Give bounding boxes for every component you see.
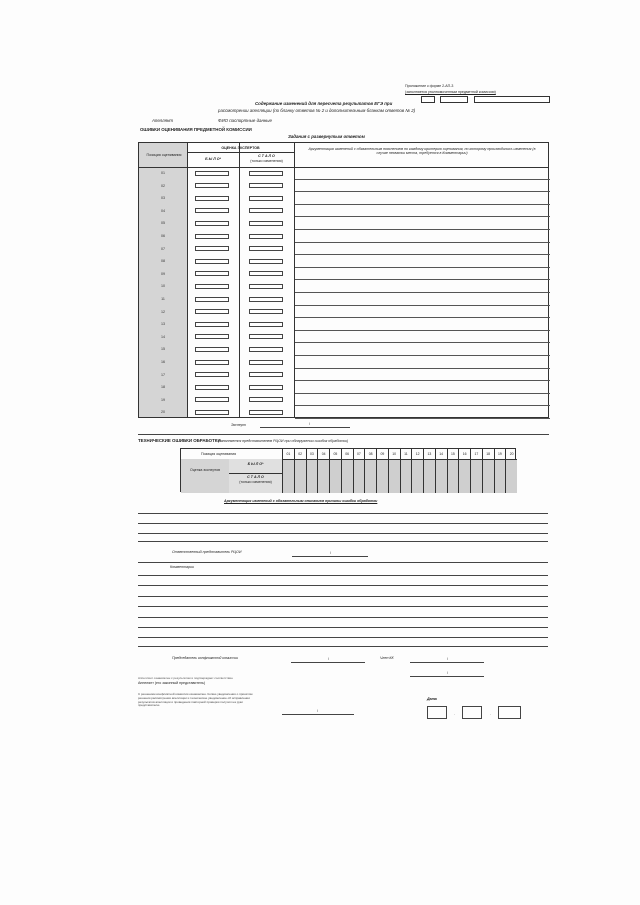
tech-position-number: 06 [341, 449, 353, 459]
tech-score-cell[interactable] [294, 459, 306, 493]
became-score-cell[interactable] [249, 208, 283, 213]
became-sub: (только изменения) [250, 159, 283, 163]
row-number: 08 [161, 259, 165, 264]
section2-title: ТЕХНИЧЕСКИЕ ОШИБКИ ОБРАБОТКИ [138, 438, 221, 443]
comment-line[interactable] [295, 204, 550, 205]
tech-score-cell[interactable] [470, 459, 482, 493]
was-score-cell[interactable] [195, 410, 229, 415]
section2-sub: (заполняется представителем РЦОИ при обнаружении ошибок обработки) [218, 439, 349, 443]
expert-sig-slash: / [309, 422, 310, 426]
tech-became: С Т А Л О [247, 475, 264, 479]
was-score-cell[interactable] [195, 372, 229, 377]
comment-line[interactable] [138, 585, 548, 586]
tech-position-number: 17 [470, 449, 482, 459]
comment-line[interactable] [295, 342, 550, 343]
tech-score-cell[interactable] [494, 459, 506, 493]
section1-title: ОШИБКИ ОЦЕНИВАНИЯ ПРЕДМЕТНОЙ КОМИССИИ [140, 127, 252, 132]
was-score-cell[interactable] [195, 208, 229, 213]
was-score-cell[interactable] [195, 259, 229, 264]
comment-line[interactable] [295, 405, 550, 406]
comment-line[interactable] [295, 191, 550, 192]
became-score-cell[interactable] [249, 271, 283, 276]
comment-line[interactable] [138, 627, 548, 628]
expert-signature-line[interactable] [260, 427, 350, 428]
applicant-ack: Аппеллянт ознакомлен с результатом и подтверждает соответствие [138, 676, 233, 680]
reason-line[interactable] [138, 541, 548, 542]
row-number: 11 [161, 297, 165, 301]
row-number: 05 [161, 221, 165, 226]
member-signature-line[interactable] [410, 662, 484, 663]
chair-label: Председатель конфликтной комиссии [172, 656, 239, 660]
row-number: 07 [161, 246, 165, 251]
became-score-cell[interactable] [249, 347, 283, 352]
became-score-cell[interactable] [249, 397, 283, 402]
tech-position-number: 15 [447, 449, 459, 459]
became-score-cell[interactable] [249, 385, 283, 390]
row-number: 13 [161, 322, 165, 327]
evaluation-table [138, 142, 549, 418]
comment-line[interactable] [138, 617, 548, 618]
comment-line[interactable] [295, 418, 550, 419]
tech-position-number: 18 [482, 449, 494, 459]
tech-was: Б Ы Л О* [247, 462, 264, 466]
comment-line[interactable] [295, 355, 550, 356]
divider [138, 562, 548, 563]
tech-position-number: 10 [388, 449, 400, 459]
tech-position-number: 05 [329, 449, 341, 459]
tech-score-cell[interactable] [458, 459, 470, 493]
became-score-cell[interactable] [249, 410, 283, 415]
comment-line[interactable] [138, 575, 548, 576]
tech-score-cell[interactable] [400, 459, 412, 493]
comment-line[interactable] [295, 216, 550, 217]
became-header: С Т А Л О [258, 154, 275, 158]
date-day-box[interactable] [427, 706, 447, 719]
was-header: Б Ы Л О* [205, 157, 221, 161]
was-score-cell[interactable] [195, 397, 229, 402]
comment-line[interactable] [138, 606, 548, 607]
comment-header: Аргументация изменений с обязательным пояснением по каждому критерию оценивания, по которому производились изменения (в случае нехватки места, требуется в Комментарии) [308, 147, 536, 156]
comment-line[interactable] [295, 305, 550, 306]
became-score-cell[interactable] [249, 334, 283, 339]
tech-score-cell[interactable] [435, 459, 447, 493]
tech-reason-title: Аргументация изменений с обязательным описанием причины ошибки обработки [224, 499, 378, 503]
comment-line[interactable] [295, 229, 550, 230]
row-number: 12 [161, 309, 165, 314]
member-sig-slash: / [447, 657, 448, 661]
became-score-cell[interactable] [249, 297, 283, 302]
position-header: Позиция оценивания [146, 153, 182, 157]
tech-expert-cell [181, 459, 230, 493]
date-dot: . [454, 712, 455, 716]
became-score-cell[interactable] [249, 183, 283, 188]
was-score-cell[interactable] [195, 221, 229, 226]
tech-position-number: 12 [411, 449, 423, 459]
tech-score-cell[interactable] [306, 459, 318, 493]
tech-score-cell[interactable] [505, 459, 517, 493]
tech-errors-table [180, 448, 516, 492]
tech-score-cell[interactable] [329, 459, 341, 493]
rcoi-signature-line[interactable] [292, 556, 368, 557]
applicant-sig-slash: / [317, 709, 318, 713]
code-box-3[interactable] [474, 96, 550, 103]
became-score-cell[interactable] [249, 171, 283, 176]
became-score-cell[interactable] [249, 284, 283, 289]
tech-position-number: 09 [376, 449, 388, 459]
was-score-cell[interactable] [195, 334, 229, 339]
tech-score-cell[interactable] [482, 459, 494, 493]
tech-position-number: 16 [458, 449, 470, 459]
reason-line[interactable] [138, 533, 548, 534]
member2-signature-line[interactable] [410, 676, 484, 677]
was-score-cell[interactable] [195, 246, 229, 251]
divider [139, 167, 548, 168]
reason-line[interactable] [138, 523, 548, 524]
divider [239, 143, 240, 417]
experts-header: ОЦЕНКА ЭКСПЕРТОВ [221, 146, 260, 150]
was-score-cell[interactable] [195, 183, 229, 188]
tech-position-number: 19 [494, 449, 506, 459]
comment-line[interactable] [295, 254, 550, 255]
was-score-cell[interactable] [195, 385, 229, 390]
row-number: 18 [161, 385, 165, 390]
became-score-cell[interactable] [249, 234, 283, 239]
comment-line[interactable] [138, 646, 548, 647]
region-code-box[interactable] [421, 96, 435, 103]
comment-line[interactable] [295, 292, 550, 293]
tech-position-number: 07 [353, 449, 365, 459]
expert-label: Эксперт [231, 423, 246, 427]
row-number: 01 [161, 171, 165, 175]
tech-position-number: 01 [282, 449, 294, 459]
tech-position-header: Позиция оценивания [201, 452, 237, 456]
tech-position-number: 03 [306, 449, 318, 459]
comment-line[interactable] [295, 368, 550, 369]
tech-score-cell[interactable] [364, 459, 376, 493]
row-number: 09 [161, 271, 165, 276]
row-number: 19 [161, 397, 165, 402]
row-number: 10 [161, 284, 165, 289]
was-score-cell[interactable] [195, 309, 229, 314]
comments-label: Комментарии [170, 565, 194, 569]
comment-line[interactable] [295, 380, 550, 381]
row-number: 02 [161, 183, 165, 188]
row-number: 15 [161, 347, 165, 352]
row-number: 16 [161, 360, 165, 364]
comment-line[interactable] [138, 637, 548, 638]
reason-line[interactable] [138, 513, 548, 514]
tech-score-cell[interactable] [447, 459, 459, 493]
appendix-sub: (заполняется уполномоченным предметной комиссии) [405, 90, 496, 94]
tech-score-cell[interactable] [388, 459, 400, 493]
comment-line[interactable] [295, 267, 550, 268]
became-score-cell[interactable] [249, 259, 283, 264]
tech-score-cell[interactable] [411, 459, 423, 493]
date-label: Дата [427, 697, 437, 701]
applicant-label: Апеллянт [152, 118, 174, 123]
comment-line[interactable] [295, 330, 550, 331]
was-score-cell[interactable] [195, 322, 229, 327]
row-number: 17 [161, 372, 165, 377]
code-box-2[interactable] [440, 96, 468, 103]
tech-score-cell[interactable] [353, 459, 365, 493]
tech-position-number: 02 [294, 449, 306, 459]
date-month-box[interactable] [462, 706, 482, 719]
comment-line[interactable] [295, 393, 550, 394]
page-title: Содержание изменений для пересчета результатов ЕГЭ при [255, 101, 393, 106]
chair-signature-line[interactable] [291, 662, 365, 663]
rcoi-sig-slash: / [330, 551, 331, 555]
divider [187, 152, 294, 153]
row-number: 14 [161, 334, 165, 339]
row-number: 03 [161, 196, 165, 201]
applicant-fio: ФИО паспортные данные [218, 118, 272, 123]
tech-position-number: 04 [317, 449, 329, 459]
notice-text: С решением конфликтной комиссии ознакомлен. Копию уведомления о принятом решении рассмотрения апелляции и техническое уведомление об исправлении результатов апелляции и проведения повторной проверки получил на руки представителю [138, 692, 253, 708]
comment-line[interactable] [295, 242, 550, 243]
page-subtitle: рассмотрении апелляции (по бланку ответов № 2 и дополнительным бланкам ответов № 2) [218, 108, 416, 113]
member2-sig-slash: / [447, 671, 448, 675]
became-score-cell[interactable] [249, 196, 283, 201]
was-score-cell[interactable] [195, 196, 229, 201]
appendix-note: Приложение к форме 2-АП-3 [405, 84, 454, 88]
tech-score-cell[interactable] [282, 459, 294, 493]
tech-became-sub: (только изменения) [239, 480, 272, 484]
tech-score-cell[interactable] [423, 459, 435, 493]
comment-line[interactable] [295, 179, 550, 180]
was-score-cell[interactable] [195, 360, 229, 365]
row-number: 04 [161, 208, 165, 213]
was-score-cell[interactable] [195, 347, 229, 352]
date-dot: . [490, 712, 491, 716]
row-number: 06 [161, 234, 165, 238]
comment-line[interactable] [138, 596, 548, 597]
was-score-cell[interactable] [195, 171, 229, 176]
tech-position-number: 13 [423, 449, 435, 459]
became-score-cell[interactable] [249, 246, 283, 251]
tech-position-number: 14 [435, 449, 447, 459]
tech-position-number: 20 [505, 449, 517, 459]
applicant-sig-label: Аппелянт (его законный представитель) [138, 681, 206, 685]
tech-score-cell[interactable] [341, 459, 353, 493]
became-score-cell[interactable] [249, 322, 283, 327]
comment-line[interactable] [295, 317, 550, 318]
member-label: Член КК [380, 656, 394, 660]
rcoi-label: Ответственный представитель РЦОИ [172, 550, 242, 554]
divider [138, 434, 549, 435]
tech-expert-label: Оценка экспертов [189, 468, 221, 472]
date-year-box[interactable] [498, 706, 521, 719]
chair-sig-slash: / [328, 657, 329, 661]
was-score-cell[interactable] [195, 234, 229, 239]
was-score-cell[interactable] [195, 297, 229, 302]
tech-position-number: 08 [364, 449, 376, 459]
row-number: 20 [161, 410, 165, 415]
section1-subtitle: Задания с развернутым ответом [288, 134, 365, 139]
tech-position-number: 11 [400, 449, 412, 459]
comment-line[interactable] [295, 279, 550, 280]
became-score-cell[interactable] [249, 221, 283, 226]
became-score-cell[interactable] [249, 372, 283, 377]
became-score-cell[interactable] [249, 360, 283, 365]
tech-score-cell[interactable] [376, 459, 388, 493]
was-score-cell[interactable] [195, 284, 229, 289]
became-score-cell[interactable] [249, 309, 283, 314]
divider [282, 459, 517, 460]
tech-score-cell[interactable] [317, 459, 329, 493]
was-score-cell[interactable] [195, 271, 229, 276]
applicant-signature-line[interactable] [282, 714, 354, 715]
